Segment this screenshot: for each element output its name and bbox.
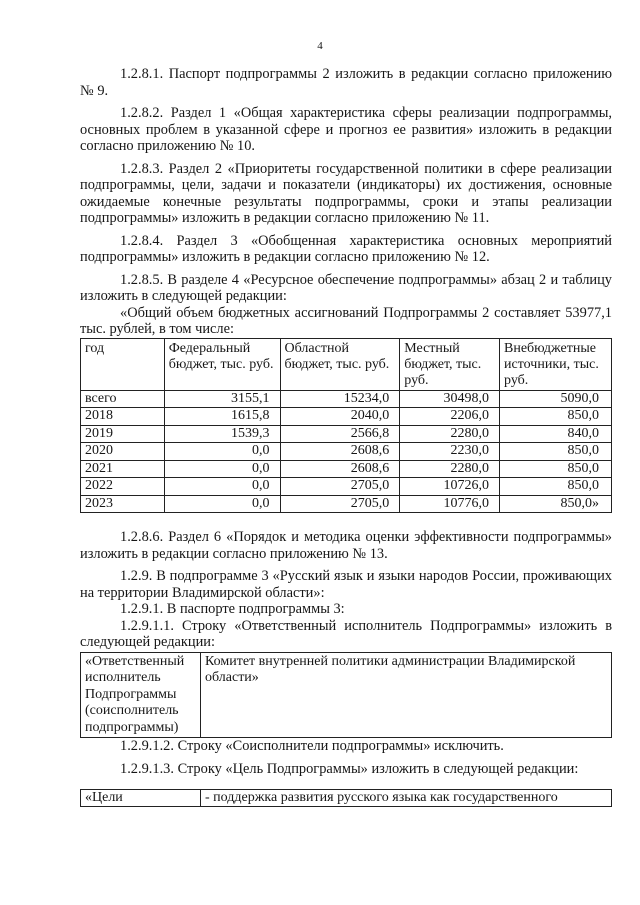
spacer [80, 513, 612, 529]
column-header: Местный бюджет, тыс. руб. [400, 338, 500, 390]
paragraph: 1.2.9.1. В паспорте подпрограммы 3: [120, 601, 345, 617]
table-cell: 2018 [81, 408, 165, 426]
table-cell: 850,0 [500, 443, 612, 461]
table-cell: 840,0 [500, 425, 612, 443]
table-cell: 2280,0 [400, 425, 500, 443]
paragraph: 1.2.8.4. Раздел 3 «Обобщенная характеристика основных мероприятий подпрограммы» изложить в редакции согласно приложению № 12. [80, 232, 612, 265]
page-number: 4 [317, 40, 323, 52]
table-cell: 2230,0 [400, 443, 500, 461]
table-row [81, 408, 612, 426]
table-cell: 10776,0 [400, 495, 500, 513]
table-cell: 1539,3 [164, 425, 280, 443]
table-cell: 2019 [81, 425, 165, 443]
table-row [81, 790, 612, 807]
paragraph: «Общий объем бюджетных ассигнований Подпрограммы 2 составляет 53977,1 тыс. рублей, в том числе: [80, 304, 612, 337]
table-cell: 2022 [81, 478, 165, 496]
column-header: Внебюджетные источники, тыс. руб. [500, 338, 612, 390]
table-header-row [81, 338, 612, 390]
table-cell: 850,0 [500, 460, 612, 478]
table-cell: 0,0 [164, 478, 280, 496]
table-cell: 0,0 [164, 495, 280, 513]
paragraph: 1.2.9.1.1. Строку «Ответственный исполнитель Подпрограммы» изложить в следующей редакции: [80, 617, 612, 650]
table-cell: 2608,6 [280, 460, 400, 478]
column-header: Федеральный бюджет, тыс. руб. [164, 338, 280, 390]
table-cell: 10726,0 [400, 478, 500, 496]
table-cell: 3155,1 [164, 390, 280, 408]
table-cell: 2705,0 [280, 478, 400, 496]
paragraph: 1.2.8.5. В разделе 4 «Ресурсное обеспечение подпрограммы» абзац 2 и таблицу изложить в следующей редакции: [80, 271, 612, 304]
paragraph: 1.2.9.1.3. Строку «Цель Подпрограммы» изложить в следующей редакции: [120, 760, 579, 777]
budget-table [80, 338, 612, 514]
table-cell: 2608,6 [280, 443, 400, 461]
table-row [81, 443, 612, 461]
table-row [81, 425, 612, 443]
table-cell: 15234,0 [280, 390, 400, 408]
table-row [81, 460, 612, 478]
table-cell: 850,0 [500, 478, 612, 496]
table-row [81, 495, 612, 513]
table-cell: 2020 [81, 443, 165, 461]
row-label: «Ответственный исполнитель Подпрограммы (соисполнитель подпрограммы) [81, 652, 201, 738]
table-cell: 850,0» [500, 495, 612, 513]
table-cell: 2021 [81, 460, 165, 478]
table-cell: 2705,0 [280, 495, 400, 513]
table-cell: 2206,0 [400, 408, 500, 426]
table-row [81, 390, 612, 408]
goal-table [80, 789, 612, 807]
table-cell: 1615,8 [164, 408, 280, 426]
paragraph: 1.2.8.2. Раздел 1 «Общая характеристика сферы реализации подпрограммы, основных проблем в указанной сфере и прогноз ее развития» изложить в редакции согласно приложению № 10. [80, 105, 612, 154]
paragraph: 1.2.8.3. Раздел 2 «Приоритеты государственной политики в сфере реализации подпрограммы, цели, задачи и показатели (индикаторы) их достижения, основные ожидаемые конечные результаты подпрограммы, сроки и этапы реализации подпрограммы» изложить в редакции согласно приложению № 11. [80, 160, 612, 226]
paragraph: 1.2.9. В подпрограмме 3 «Русский язык и языки народов России, проживающих на территории Владимирской области»: [80, 568, 612, 601]
table-cell: 2566,8 [280, 425, 400, 443]
table-cell: 5090,0 [500, 390, 612, 408]
responsible-executor-table [80, 652, 612, 739]
paragraph: 1.2.9.1.2. Строку «Соисполнители подпрограммы» исключить. [120, 738, 504, 755]
document-body [80, 66, 612, 807]
table-cell: 30498,0 [400, 390, 500, 408]
paragraph: 1.2.8.1. Паспорт подпрограммы 2 изложить в редакции согласно приложению № 9. [80, 66, 612, 99]
table-cell: 0,0 [164, 443, 280, 461]
table-cell: всего [81, 390, 165, 408]
table-cell: 2280,0 [400, 460, 500, 478]
table-row [81, 478, 612, 496]
table-cell: 0,0 [164, 460, 280, 478]
table-row [81, 652, 612, 738]
column-header: год [81, 338, 165, 390]
paragraph: 1.2.8.6. Раздел 6 «Порядок и методика оценки эффективности подпрограммы» изложить в редакции согласно приложению № 13. [80, 529, 612, 562]
row-value: Комитет внутренней политики администрации Владимирской области» [201, 652, 612, 738]
row-label: «Цели [81, 790, 201, 807]
table-cell: 2040,0 [280, 408, 400, 426]
table-cell: 2023 [81, 495, 165, 513]
row-value: - поддержка развития русского языка как государственного [201, 790, 612, 807]
column-header: Областной бюджет, тыс. руб. [280, 338, 400, 390]
table-cell: 850,0 [500, 408, 612, 426]
